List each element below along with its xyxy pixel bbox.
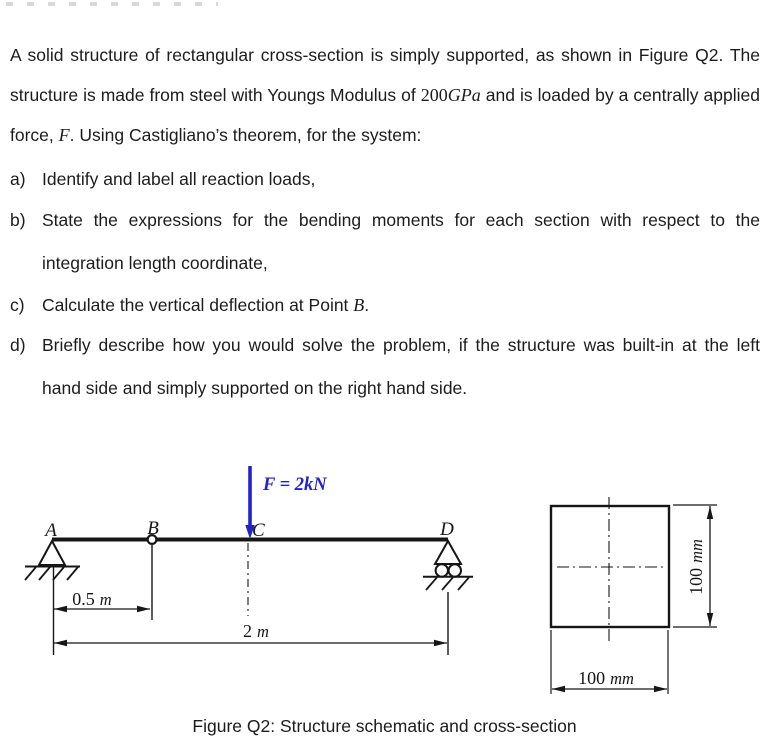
figure-q2-drawing [0, 455, 769, 705]
force-symbol: F [58, 125, 70, 145]
item-d-label: d) [10, 335, 26, 355]
intro-line-2 [10, 85, 760, 105]
point-b-symbol: B [353, 295, 365, 315]
item-b-text-line-1: State the expressions for the bending moments for each section with respect to the [42, 210, 760, 230]
figure-caption: Figure Q2: Structure schematic and cross-section [192, 716, 577, 736]
intro-line-2-pre: structure is made from steel with Youngs Modulus of [10, 85, 421, 105]
dimension-ab-label: 0.5 m [72, 589, 112, 609]
item-c-text-pre: Calculate the vertical deflection at Point [42, 295, 354, 315]
intro-line-3-pre: force, [10, 125, 59, 145]
intro-line-1-text: A solid structure of rectangular cross-section is simply supported, as shown in Figure Q2. The [10, 45, 760, 65]
dimension-height-label: 100mm [686, 539, 706, 595]
point-label-b: B [147, 518, 159, 539]
item-a-text: Identify and label all reaction loads, [42, 169, 316, 189]
pin-support-a-icon [25, 541, 80, 580]
dimension-width-label: 100 mm [578, 668, 634, 688]
item-c-text [42, 295, 760, 315]
item-c-label: c) [10, 295, 25, 315]
cut-off-text-fragment [6, 2, 218, 6]
item-c-text-post: . [364, 295, 370, 315]
intro-line-3 [10, 125, 760, 145]
item-b-text-line-2: integration length coordinate, [42, 253, 268, 273]
force-value-label: F = 2kN [263, 475, 327, 495]
dimension-height [673, 505, 717, 627]
youngs-modulus-value: 200 [420, 85, 448, 105]
roller-support-d-icon [423, 541, 473, 590]
point-label-c: C [252, 520, 265, 541]
youngs-modulus-unit: GPa [447, 85, 481, 105]
intro-line-2-post: and is loaded by a centrally applied [480, 85, 760, 105]
item-a-label: a) [10, 169, 26, 189]
item-d-text-line-2: hand side and simply supported on the right hand side. [42, 378, 468, 398]
item-b-label: b) [10, 210, 26, 230]
point-label-d: D [440, 519, 454, 540]
item-d-text-line-1: Briefly describe how you would solve the problem, if the structure was built-in at the left [42, 335, 760, 355]
dimension-ad-label: 2 m [243, 621, 269, 641]
point-label-a: A [45, 520, 57, 541]
figure-q2 [0, 455, 769, 705]
intro-line-3-post: . Using Castigliano’s theorem, for the system: [69, 125, 422, 145]
intro-line-1 [10, 45, 760, 65]
